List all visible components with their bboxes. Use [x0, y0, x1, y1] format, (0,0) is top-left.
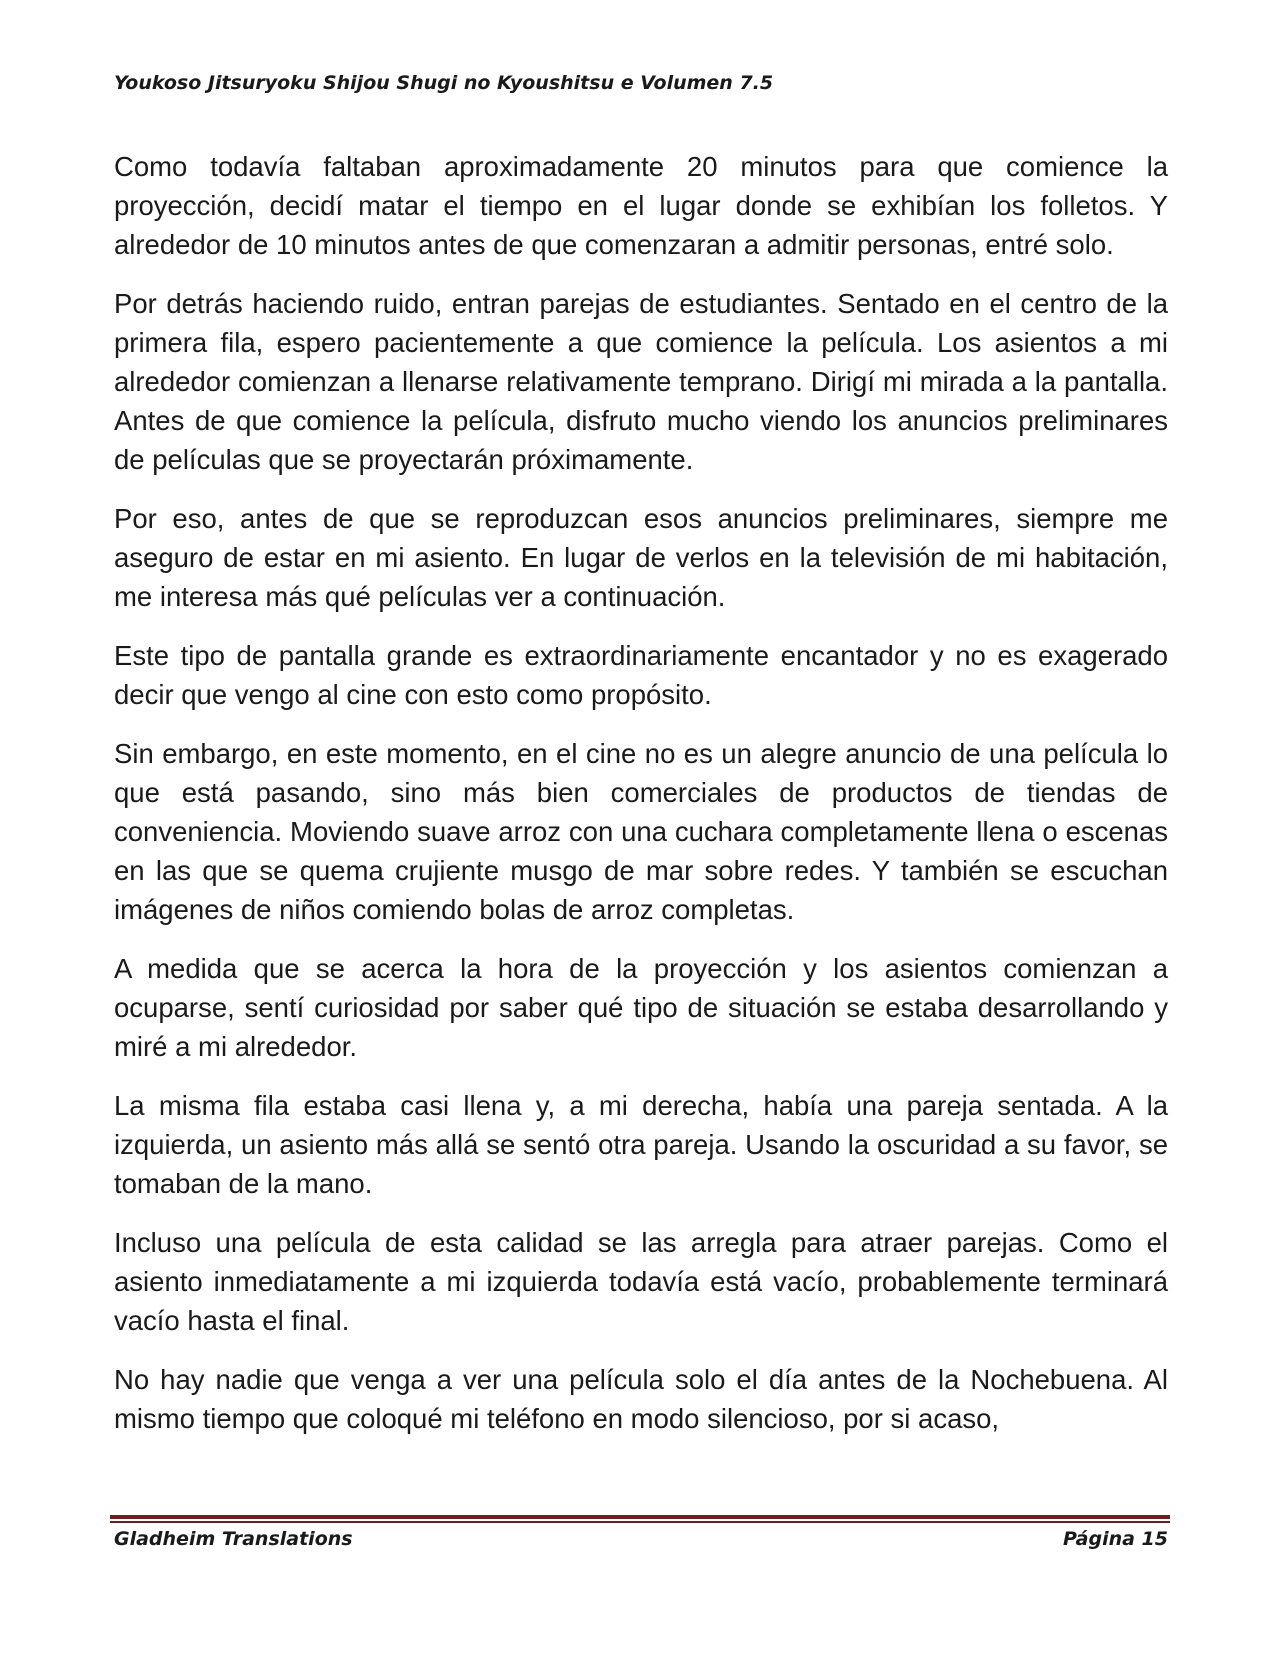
footer-divider-thin-line [110, 1521, 1170, 1523]
paragraph: Incluso una película de esta calidad se las arregla para atraer parejas. Como el asiento inmediatamente a mi izquierda todavía está vacío, probablemente terminará vacío hasta el final. [114, 1227, 1168, 1336]
footer-credit: Gladheim Translations [114, 1528, 353, 1550]
paragraph: La misma fila estaba casi llena y, a mi derecha, había una pareja sentada. A la izquierda, un asiento más allá se sentó otra pareja. Usando la oscuridad a su favor, se tomaban de la mano. [114, 1090, 1168, 1199]
page-number: Página 15 [1062, 1528, 1168, 1550]
running-header: Youkoso Jitsuryoku Shijou Shugi no Kyoushitsu e Volumen 7.5 [114, 72, 774, 94]
paragraph: Por eso, antes de que se reproduzcan esos anuncios preliminares, siempre me aseguro de estar en mi asiento. En lugar de verlos en la televisión de mi habitación, me interesa más qué películas ver a continuación. [114, 503, 1168, 612]
paragraph: Como todavía faltaban aproximadamente 20 minutos para que comience la proyección, decidí matar el tiempo en el lugar donde se exhibían los folletos. Y alrededor de 10 minutos antes de que comenzaran a admitir personas, entré solo. [114, 151, 1168, 260]
footer-divider-thick-line [110, 1515, 1170, 1519]
paragraph: A medida que se acerca la hora de la proyección y los asientos comienzan a ocuparse, sentí curiosidad por saber qué tipo de situación se estaba desarrollando y miré a mi alrededor. [114, 953, 1168, 1062]
paragraph: Este tipo de pantalla grande es extraordinariamente encantador y no es exagerado decir que vengo al cine con esto como propósito. [114, 640, 1168, 710]
paragraph: No hay nadie que venga a ver una película solo el día antes de la Nochebuena. Al mismo tiempo que coloqué mi teléfono en modo silencioso, por si acaso, [114, 1364, 1168, 1434]
paragraph: Por detrás haciendo ruido, entran parejas de estudiantes. Sentado en el centro de la primera fila, espero pacientemente a que comience la película. Los asientos a mi alrededor comienzan a llenarse relativamente temprano. Dirigí mi mirada a la pantalla. Antes de que comience la película, disfruto mucho viendo los anuncios preliminares de películas que se proyectarán próximamente. [114, 288, 1168, 475]
paragraph: Sin embargo, en este momento, en el cine no es un alegre anuncio de una película lo que está pasando, sino más bien comerciales de productos de tiendas de conveniencia. Moviendo suave arroz con una cuchara completamente llena o escenas en las que se quema crujiente musgo de mar sobre redes. Y también se escuchan imágenes de niños comiendo bolas de arroz completas. [114, 738, 1168, 925]
footer-divider [110, 1515, 1170, 1523]
body-text [114, 147, 1168, 1458]
